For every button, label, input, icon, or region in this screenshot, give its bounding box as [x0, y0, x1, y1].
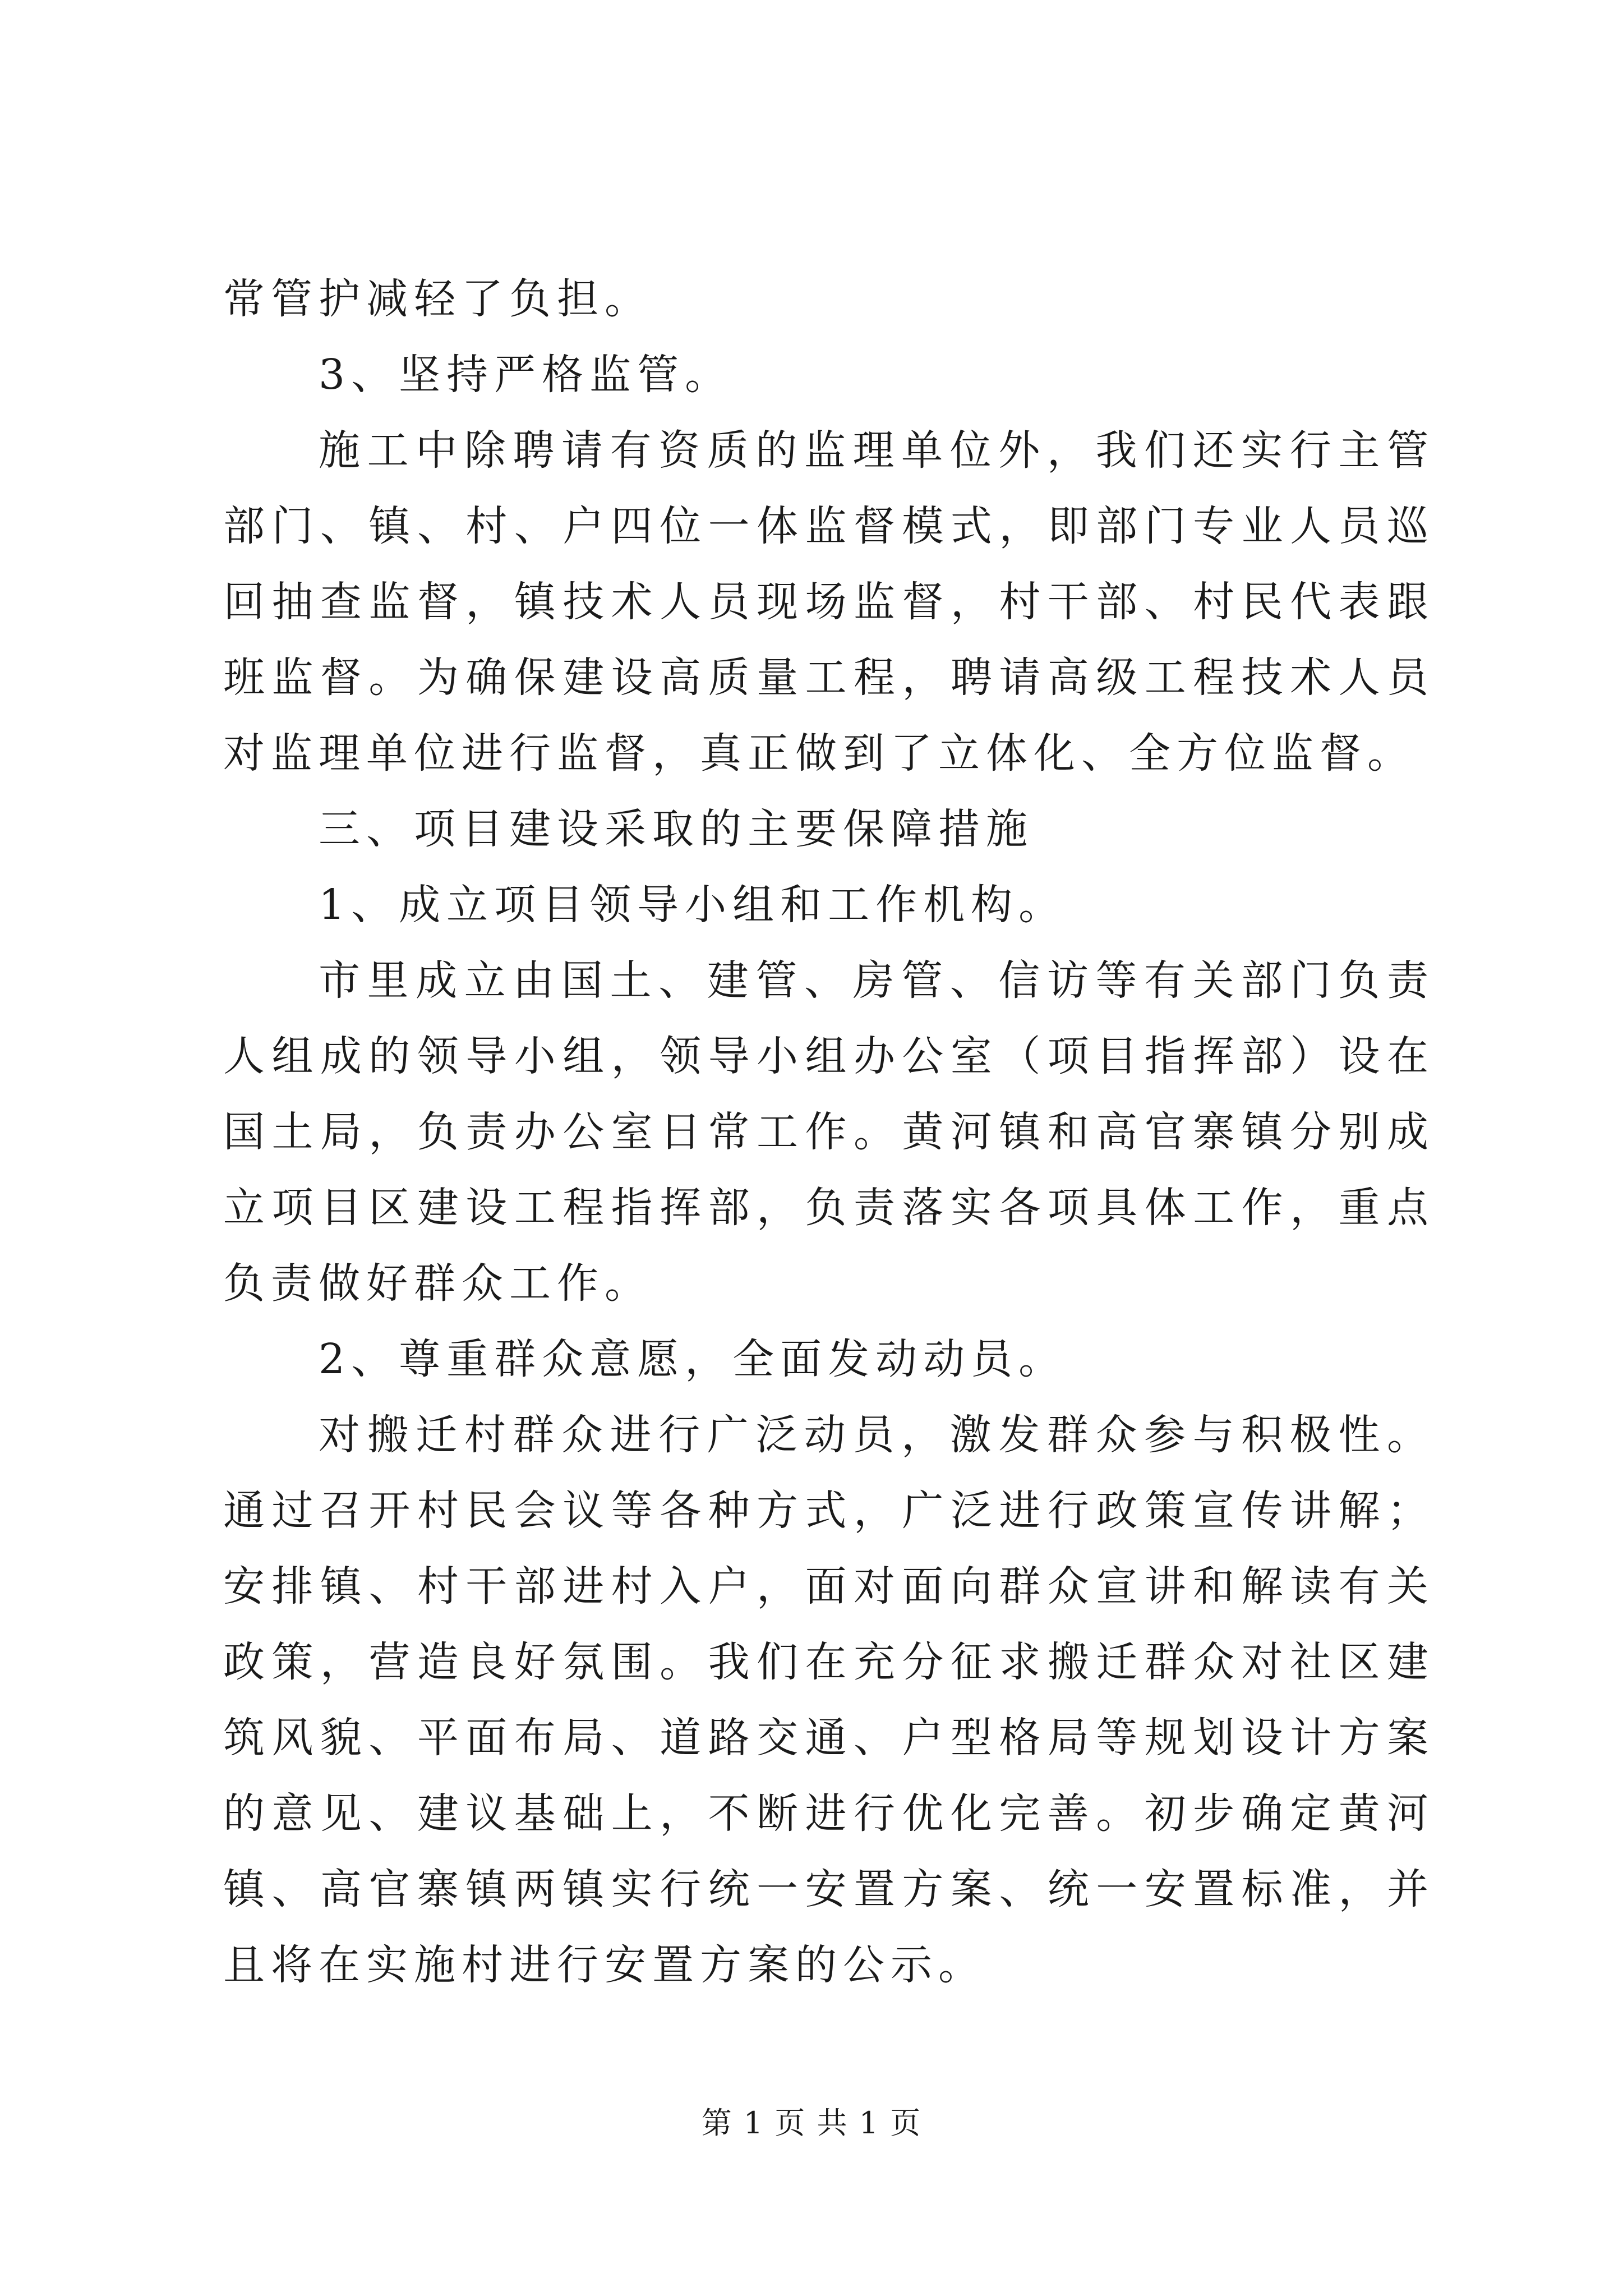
paragraph-heading-supervision: 3、坚持严格监管。 — [319, 351, 733, 399]
section-heading-safeguards: 三、项目建设采取的主要保障措施 — [319, 805, 1034, 853]
document-body — [223, 261, 1435, 2003]
paragraph-heading-leadership: 1、成立项目领导小组和工作机构。 — [319, 881, 1067, 929]
paragraph-heading-mobilization: 2、尊重群众意愿，全面发动动员。 — [319, 1335, 1067, 1383]
paragraph-supervision: 施工中除聘请有资质的监理单位外，我们还实行主管部门、镇、村、户四位一体监督模式，即部门专业人员巡回抽查监督，镇技术人员现场监督，村干部、村民代表跟班监督。为确保建设高质量工程，聘请高级工程技术人员对监理单位进行监督，真正做到了立体化、全方位监督。 — [223, 426, 1435, 777]
paragraph-leadership: 市里成立由国土、建管、房管、信访等有关部门负责人组成的领导小组，领导小组办公室（项目指挥部）设在国土局，负责办公室日常工作。黄河镇和高官寨镇分别成立项目区建设工程指挥部，负责落实各项具体工作，重点负责做好群众工作。 — [223, 956, 1435, 1308]
page-footer: 第 1 页 共 1 页 — [701, 2105, 922, 2141]
paragraph-continuation: 常管护减轻了负担。 — [223, 275, 652, 323]
paragraph-mobilization: 对搬迁村群众进行广泛动员，激发群众参与积极性。通过召开村民会议等各种方式，广泛进行政策宣传讲解；安排镇、村干部进村入户，面对面向群众宣讲和解读有关政策，营造良好氛围。我们在充分征求搬迁群众对社区建筑风貌、平面布局、道路交通、户型格局等规划设计方案的意见、建议基础上，不断进行优化完善。初步确定黄河镇、高官寨镇两镇实行统一安置方案、统一安置标准，并且将在实施村进行安置方案的公示。 — [223, 1411, 1435, 1989]
